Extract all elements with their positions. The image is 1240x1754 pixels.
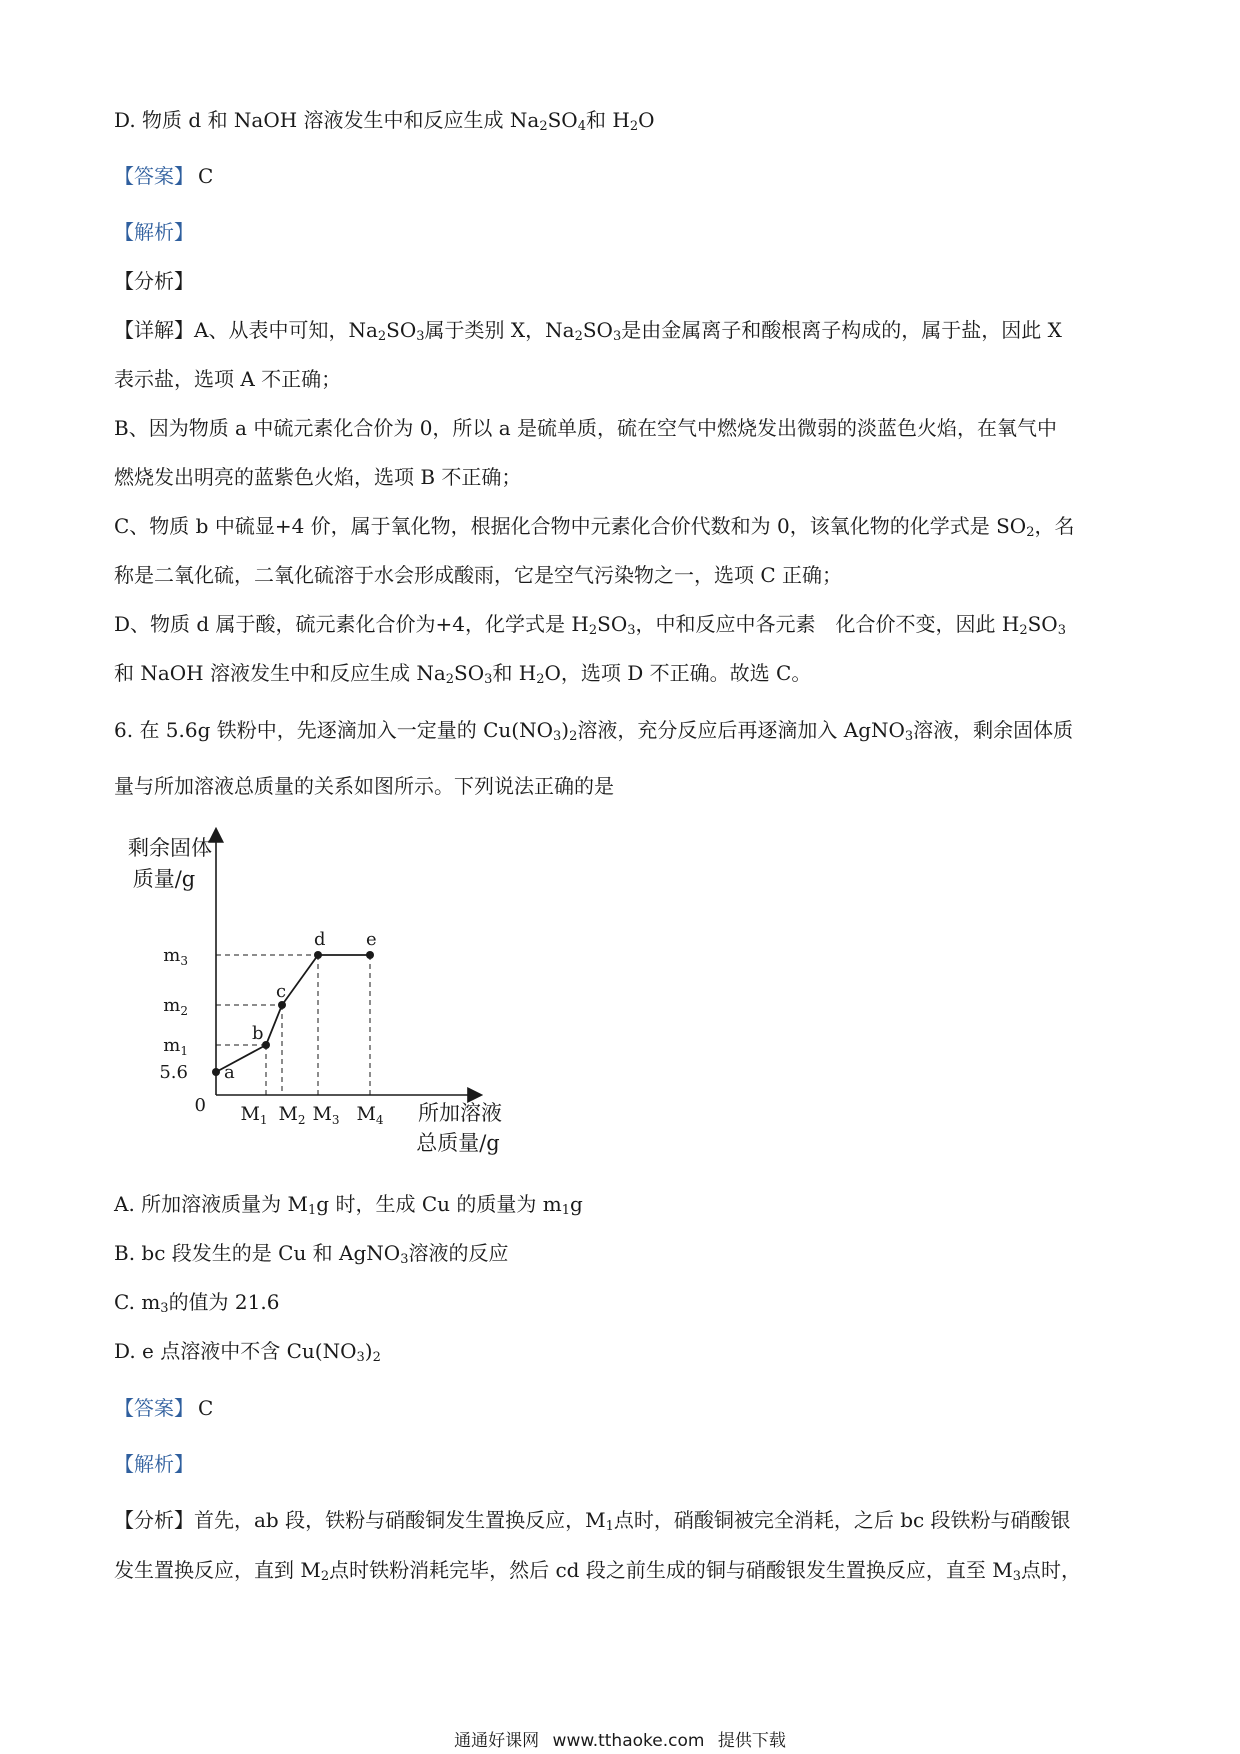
detail-line-1: 【详解】A、从表中可知，$Na_2SO_3$属于类别 X，$Na_2SO_3$是由金属离子和酸根离子构成的，属于盐，因此 X [114, 318, 1062, 344]
question-6-line-2: 量与所加溶液总质量的关系如图所示。下列说法正确的是 [114, 774, 614, 798]
x-tick-label-1: $M_2$ [278, 1103, 306, 1127]
footer-tail: 提供下载 [717, 1731, 786, 1751]
footer-site: 通通好课网 [454, 1731, 540, 1751]
point-c [278, 1001, 286, 1009]
x-axis-label-1: 所加溶液 [418, 1101, 502, 1125]
y-tick-label-2: $m_2$ [163, 995, 188, 1018]
q6-fenxi-line-2: 发生置换反应，直到 $M_2$点时铁粉消耗完毕，然后 cd 段之前生成的铜与硝酸银发生置换反应，直至 $M_3$点时， [114, 1558, 1081, 1584]
x-tick-label-0: $M_1$ [240, 1103, 268, 1127]
point-a [212, 1068, 220, 1076]
answer-label: 【答案】 [114, 1396, 194, 1420]
point-e [366, 951, 374, 959]
option-a: A. 所加溶液质量为 $M_1g$ 时，生成 Cu 的质量为 $m_1g$ [114, 1192, 583, 1218]
prev-answer [114, 162, 213, 190]
y-tick-label-1: $m_1$ [163, 1035, 188, 1058]
q6-analysis-label: 【解析】 [114, 1452, 194, 1476]
point-label-a: a [224, 1062, 235, 1083]
detail-line-5: C、物质 b 中硫显+4 价，属于氧化物，根据化合物中元素化合价代数和为 0，该氧化物的化学式是 $SO_2$，名 [114, 514, 1075, 540]
answer-label: 【答案】 [114, 164, 194, 188]
point-label-b: b [252, 1023, 264, 1044]
x-axis-label-2: 总质量/g [416, 1131, 500, 1155]
q6-fenxi-line-1: 【分析】首先，ab 段，铁粉与硝酸铜发生置换反应，$M_1$点时，硝酸铜被完全消耗，之后 bc 段铁粉与硝酸银 [114, 1508, 1071, 1534]
prev-analysis-label: 【解析】 [114, 220, 194, 244]
point-label-c: c [276, 981, 287, 1002]
y-axis-label-2: 质量/g [132, 867, 196, 891]
y-axis-label-1: 剩余固体 [128, 836, 212, 860]
detail-line-4: 燃烧发出明亮的蓝紫色火焰，选项 B 不正确； [114, 465, 522, 489]
option-d: D. e 点溶液中不含 $Cu(NO_3)_2$ [114, 1339, 381, 1365]
answer-value: C [198, 1396, 214, 1420]
prev-fenxi-label: 【分析】 [114, 269, 194, 293]
q6-answer [114, 1394, 213, 1422]
y-tick-label-0: 5.6 [159, 1062, 188, 1083]
point-d [314, 951, 322, 959]
series-line [216, 955, 370, 1072]
prev-option-d: D. 物质 d 和 NaOH 溶液发生中和反应生成 $Na_2SO_4$和 $H_2O$ [114, 108, 655, 134]
mass-chart [110, 820, 510, 1160]
x-tick-label-2: $M_3$ [312, 1103, 340, 1127]
detail-line-8: 和 NaOH 溶液发生中和反应生成 $Na_2SO_3$和 $H_2O$，选项 D 不正确。故选 C。 [114, 661, 812, 687]
footer-url: www.tthaoke.com [552, 1731, 705, 1751]
y-tick-label-3: $m_3$ [163, 945, 188, 968]
origin-label: 0 [194, 1095, 206, 1116]
detail-line-6: 称是二氧化硫，二氧化硫溶于水会形成酸雨，它是空气污染物之一，选项 C 正确； [114, 563, 843, 587]
point-label-e: e [366, 929, 377, 950]
option-c: C. $m_3$的值为 21.6 [114, 1290, 280, 1316]
detail-line-7: D、物质 d 属于酸，硫元素化合价为+4，化学式是 $H_2SO_3$，中和反应中各元素 化合价不变，因此 $H_2SO_3$ [114, 612, 1066, 638]
detail-line-3: B、因为物质 a 中硫元素化合价为 0，所以 a 是硫单质，硫在空气中燃烧发出微弱的淡蓝色火焰，在氧气中 [114, 416, 1058, 440]
page-footer [0, 1726, 1240, 1751]
option-b: B. bc 段发生的是 Cu 和 AgNO$_3$溶液的反应 [114, 1241, 509, 1267]
point-label-d: d [314, 929, 326, 950]
x-tick-label-3: $M_4$ [356, 1103, 384, 1127]
answer-value: C [198, 164, 214, 188]
question-6-line-1: 6. 在 5.6g 铁粉中，先逐滴加入一定量的 $Cu(NO_3)_2$溶液，充分反应后再逐滴加入 AgNO$_3$溶液，剩余固体质 [114, 718, 1074, 744]
detail-line-2: 表示盐，选项 A 不正确； [114, 367, 342, 391]
